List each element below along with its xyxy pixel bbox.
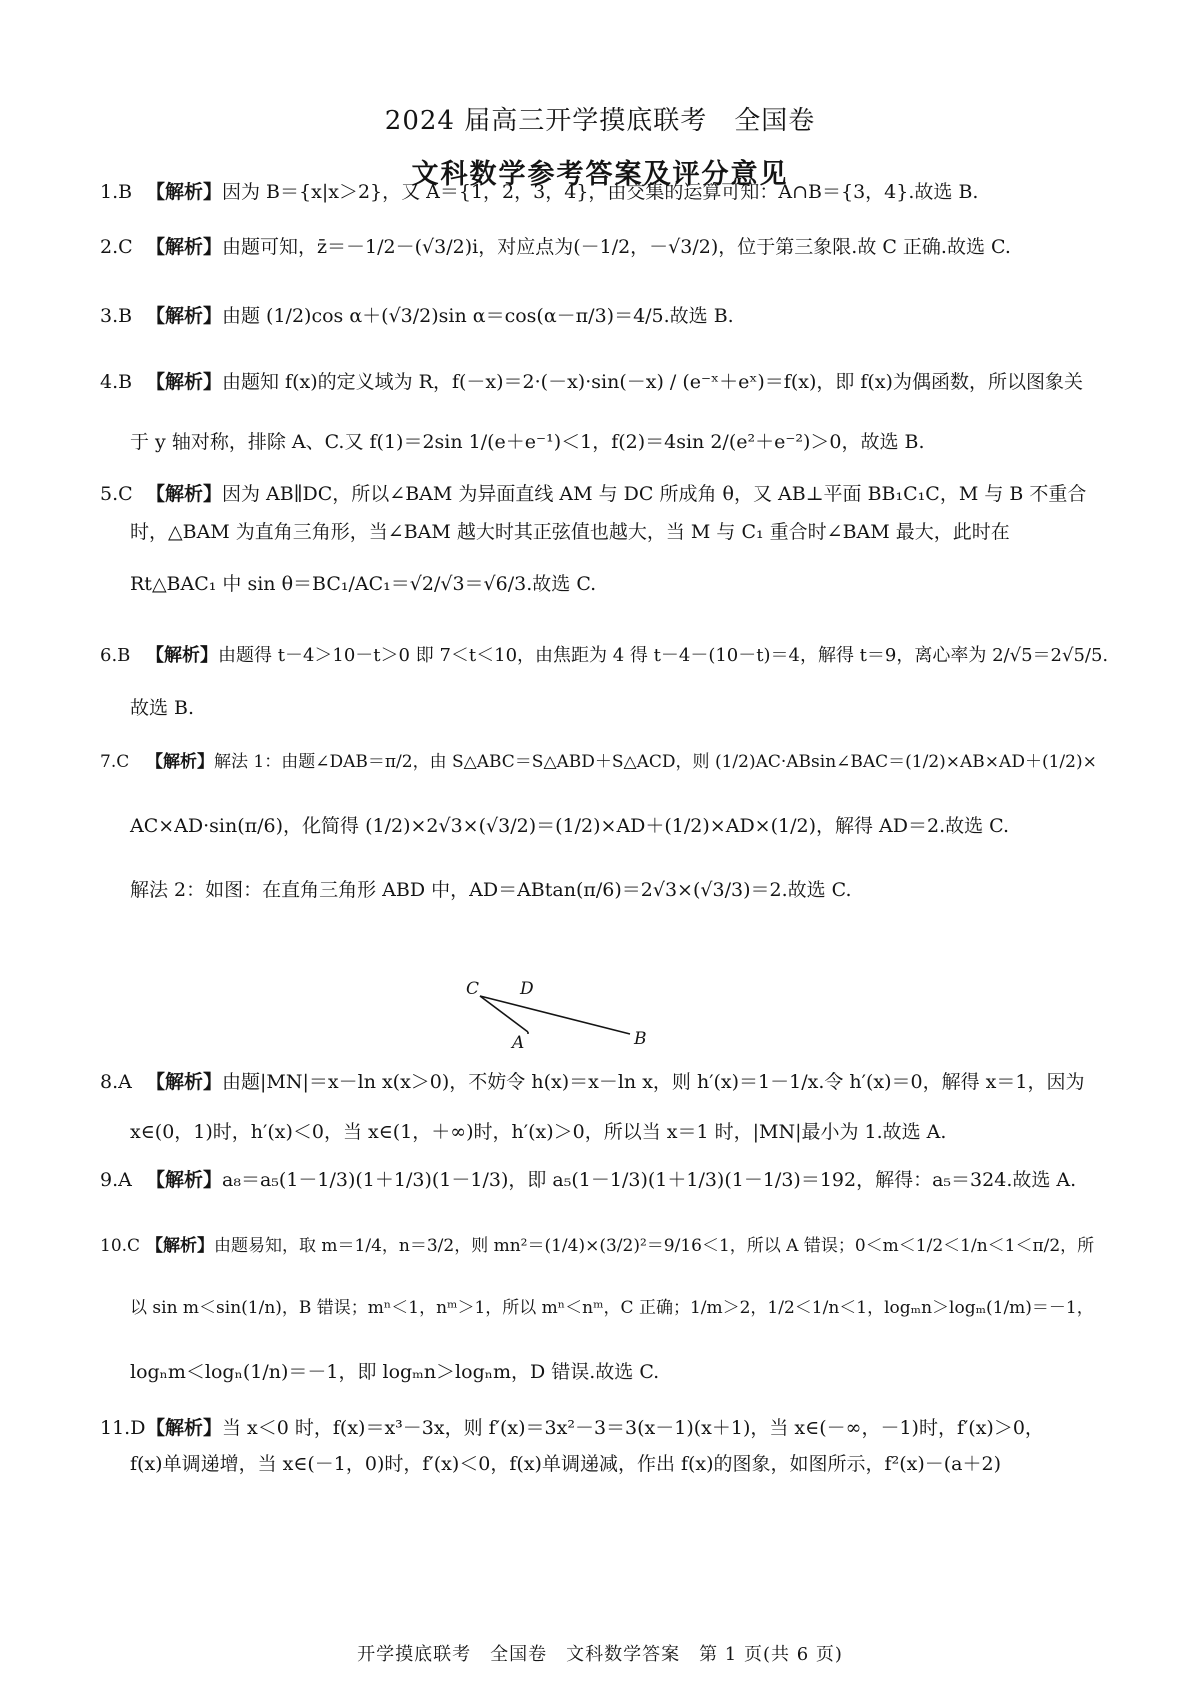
answer-1-line-1 xyxy=(100,178,1110,206)
answer-text: 由题|MN|＝x－ln x(x＞0)，不妨令 h(x)＝x－ln x，则 h′(x)＝1－1/x.令 h′(x)＝0，解得 x＝1，因为 xyxy=(222,1071,1085,1093)
answer-number: 1.B xyxy=(100,181,133,203)
figure-label-a: A xyxy=(512,1033,525,1053)
answer-10-line-2: 以 sin m＜sin(1/n)，B 错误；mⁿ＜1，nᵐ＞1，所以 mⁿ＜nᵐ，C 正确；1/m＞2，1/2＜1/n＜1，logₘn＞logₘ(1/m)＝－1， xyxy=(130,1298,1094,1318)
answer-text: 由题易知，取 m＝1/4，n＝3/2，则 mn²＝(1/4)×(3/2)²＝9/16＜1，所以 A 错误；0＜m＜1/2＜1/n＜1＜π/2，所 xyxy=(214,1236,1095,1256)
answer-8-line-2: x∈(0，1)时，h′(x)＜0，当 x∈(1，＋∞)时，h′(x)＞0，所以当 x＝1 时，|MN|最小为 1.故选 A. xyxy=(130,1121,947,1143)
page-footer: 开学摸底联考 全国卷 文科数学答案 第 1 页(共 6 页) xyxy=(357,1644,843,1665)
answer-7-line-1 xyxy=(100,748,1110,776)
figure-label-c: C xyxy=(466,979,480,999)
answer-number: 10.C xyxy=(100,1236,141,1256)
answer-6-line-2: 故选 B. xyxy=(130,697,195,719)
analysis-tag: 【解析】 xyxy=(146,371,223,393)
analysis-tag: 【解析】 xyxy=(146,1417,223,1439)
analysis-tag: 【解析】 xyxy=(146,181,223,203)
answer-number: 9.A xyxy=(100,1169,132,1191)
answer-7-line-2: AC×AD·sin(π/6)，化简得 (1/2)×2√3×(√3/2)＝(1/2)×AD＋(1/2)×AD×(1/2)，解得 AD＝2.故选 C. xyxy=(130,815,1010,837)
answer-number: 3.B xyxy=(100,305,133,327)
answer-number: 8.A xyxy=(100,1071,132,1093)
answer-5-line-1 xyxy=(100,480,1110,508)
answer-5-line-3: Rt△BAC₁ 中 sin θ＝BC₁/AC₁＝√2/√3＝√6/3.故选 C. xyxy=(130,573,597,595)
answer-4-line-2: 于 y 轴对称，排除 A、C.又 f(1)＝2sin 1/(e＋e⁻¹)＜1，f(2)＝4sin 2/(e²＋e⁻²)＞0，故选 B. xyxy=(130,431,925,453)
answer-11-line-1 xyxy=(100,1414,1110,1442)
answer-number: 7.C xyxy=(100,752,130,772)
analysis-tag: 【解析】 xyxy=(146,1169,223,1191)
answer-text: 由题可知，z̄＝－1/2－(√3/2)i，对应点为(－1/2，－√3/2)，位于第三象限.故 C 正确.故选 C. xyxy=(222,236,1011,258)
figure-label-d: D xyxy=(520,979,534,999)
answer-number: 5.C xyxy=(100,483,133,505)
triangle-figure xyxy=(466,979,700,1128)
answer-text: 因为 B＝{x|x＞2}，又 A＝{1，2，3，4}，由交集的运算可知：A∩B＝{3，4}.故选 B. xyxy=(222,181,979,203)
analysis-tag: 【解析】 xyxy=(146,1236,214,1256)
analysis-tag: 【解析】 xyxy=(146,305,223,327)
figure-label-b: B xyxy=(634,1029,647,1049)
analysis-tag: 【解析】 xyxy=(146,752,214,772)
answer-text: 解法 1：由题∠DAB＝π/2，由 S△ABC＝S△ABD＋S△ACD，则 (1/2)AC·ABsin∠BAC＝(1/2)×AB×AD＋(1/2)× xyxy=(214,752,1097,772)
answer-6-line-1 xyxy=(100,642,1110,670)
answer-2-line-1 xyxy=(100,233,1110,261)
answer-10-line-1 xyxy=(100,1232,1110,1260)
answer-text: 由题得 t－4＞10－t＞0 即 7＜t＜10，由焦距为 4 得 t－4－(10－t)＝4，解得 t＝9，离心率为 2/√5＝2√5/5. xyxy=(218,645,1109,666)
answer-number: 6.B xyxy=(100,645,131,666)
analysis-tag: 【解析】 xyxy=(146,236,223,258)
answer-number: 2.C xyxy=(100,236,133,258)
answer-text: 因为 AB∥DC，所以∠BAM 为异面直线 AM 与 DC 所成角 θ，又 AB⊥平面 BB₁C₁C，M 与 B 不重合 xyxy=(222,483,1087,505)
answer-5-line-2: 时，△BAM 为直角三角形，当∠BAM 越大时其正弦值也越大，当 M 与 C₁ 重合时∠BAM 最大，此时在 xyxy=(130,521,1010,543)
answer-4-line-1 xyxy=(100,368,1110,396)
answer-10-line-3: logₙm＜logₙ(1/n)＝－1，即 logₘn＞logₙm，D 错误.故选 C. xyxy=(130,1361,660,1383)
answer-9-line-1 xyxy=(100,1166,1110,1194)
page-subtitle: 文科数学参考答案及评分意见 xyxy=(411,159,789,190)
analysis-tag: 【解析】 xyxy=(146,483,223,505)
answer-text: a₈＝a₅(1－1/3)(1＋1/3)(1－1/3)，即 a₅(1－1/3)(1＋1/3)(1－1/3)＝192，解得：a₅＝324.故选 A. xyxy=(222,1169,1077,1191)
answer-number: 11.D xyxy=(100,1417,146,1439)
answer-number: 4.B xyxy=(100,371,133,393)
answer-7-line-3: 解法 2：如图：在直角三角形 ABD 中，AD＝ABtan(π/6)＝2√3×(√3/3)＝2.故选 C. xyxy=(130,879,852,901)
answer-text: 由题 (1/2)cos α＋(√3/2)sin α＝cos(α－π/3)＝4/5.故选 B. xyxy=(222,305,734,327)
analysis-tag: 【解析】 xyxy=(146,1071,223,1093)
answer-11-line-2: f(x)单调递增，当 x∈(－1，0)时，f′(x)＜0，f(x)单调递减，作出 f(x)的图象，如图所示，f²(x)－(a＋2) xyxy=(130,1453,1001,1475)
answer-text: 由题知 f(x)的定义域为 R，f(－x)＝2·(－x)·sin(－x) / (e⁻ˣ＋eˣ)＝f(x)，即 f(x)为偶函数，所以图象关 xyxy=(222,371,1083,393)
answer-3-line-1 xyxy=(100,302,1110,330)
page-title: 2024 届高三开学摸底联考 全国卷 xyxy=(384,106,816,136)
analysis-tag: 【解析】 xyxy=(146,645,218,666)
answer-8-line-1 xyxy=(100,1068,1110,1096)
edge-cb xyxy=(480,996,630,1034)
answer-text: 当 x＜0 时，f(x)＝x³－3x，则 f′(x)＝3x²－3＝3(x－1)(x＋1)，当 x∈(－∞，－1)时，f′(x)＞0， xyxy=(222,1417,1044,1439)
